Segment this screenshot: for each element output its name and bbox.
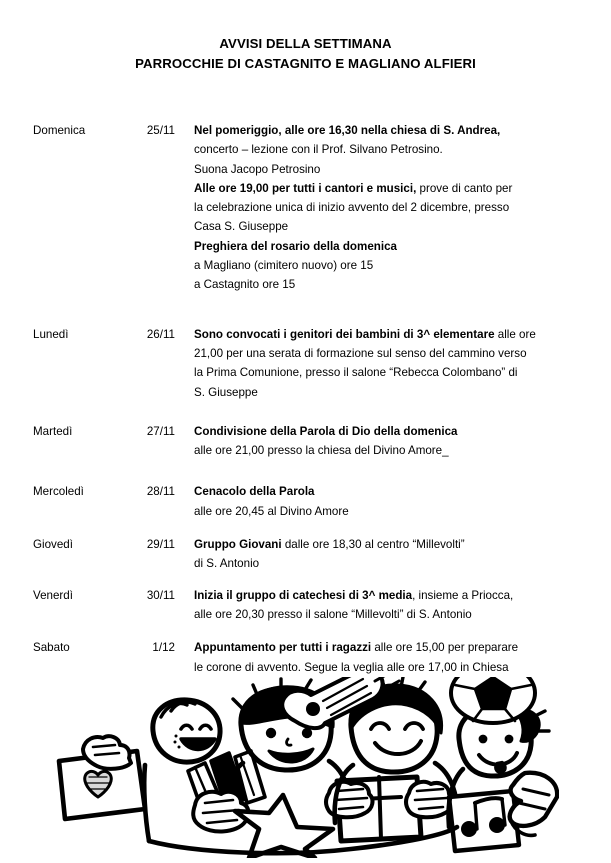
event-line-plain: dalle ore 18,30 al centro “Millevolti” bbox=[281, 538, 465, 552]
schedule-day-row bbox=[0, 422, 611, 461]
day-name: Mercoledì bbox=[33, 485, 84, 499]
event-line-bold: Alle ore 19,00 per tutti i cantori e musici, bbox=[194, 181, 417, 195]
event-line bbox=[194, 363, 583, 382]
day-name: Giovedì bbox=[33, 538, 73, 552]
day-date: 25/11 bbox=[146, 124, 175, 137]
document-header bbox=[0, 34, 611, 74]
day-events bbox=[194, 482, 611, 521]
event-line-plain: a Castagnito ore 15 bbox=[194, 278, 296, 292]
event-line-plain: Casa S. Giuseppe bbox=[194, 220, 289, 234]
event-line bbox=[194, 638, 583, 657]
event-line-plain: concerto – lezione con il Prof. Silvano Petrosino. bbox=[194, 143, 443, 157]
event-line-plain: a Magliano (cimitero nuovo) ore 15 bbox=[194, 259, 374, 273]
event-line-plain: le corone di avvento. Segue la veglia alle ore 17,00 in Chiesa bbox=[194, 660, 509, 674]
event-line-bold: Gruppo Giovani bbox=[194, 538, 282, 552]
page-title-line-2: PARROCCHIE DI CASTAGNITO E MAGLIANO ALFIERI bbox=[135, 56, 476, 71]
event-line bbox=[194, 237, 583, 256]
event-line bbox=[194, 383, 583, 402]
event-line-plain: S. Giuseppe bbox=[194, 385, 258, 399]
event-line bbox=[194, 325, 583, 344]
event-line bbox=[194, 441, 583, 460]
event-line-bold: Preghiera del rosario della domenica bbox=[194, 239, 397, 253]
day-date: 27/11 bbox=[146, 424, 175, 438]
event-line-plain: la Prima Comunione, presso il salone “Rebecca Colombano” di bbox=[194, 366, 518, 380]
day-name: Lunedì bbox=[33, 327, 69, 341]
event-line-plain: alle ore 15,00 per preparare bbox=[371, 641, 519, 655]
weekly-schedule-list bbox=[0, 121, 611, 677]
event-line-plain: alle ore bbox=[494, 327, 536, 341]
day-date: 26/11 bbox=[146, 327, 175, 341]
event-line bbox=[194, 179, 583, 198]
event-line-bold: Sono convocati i genitori dei bambini di 3^ elementare bbox=[194, 327, 495, 341]
day-date: 28/11 bbox=[146, 485, 175, 499]
event-line-plain: la celebrazione unica di inizio avvento del 2 dicembre, presso bbox=[194, 201, 510, 215]
children-illustration bbox=[45, 677, 559, 858]
day-name: Sabato bbox=[33, 641, 70, 655]
event-line-plain: alle ore 20,45 al Divino Amore bbox=[194, 504, 349, 518]
event-line bbox=[194, 160, 583, 179]
event-line-bold: Cenacolo della Parola bbox=[194, 485, 315, 499]
schedule-day-row bbox=[0, 482, 611, 521]
event-line bbox=[194, 482, 583, 501]
event-line-bold: Nel pomeriggio, alle ore 16,30 nella chiesa di S. Andrea, bbox=[194, 124, 501, 137]
day-events bbox=[194, 121, 611, 295]
event-line bbox=[194, 422, 583, 441]
day-name: Domenica bbox=[33, 124, 86, 137]
event-line bbox=[194, 535, 583, 554]
event-line bbox=[194, 275, 583, 294]
day-events bbox=[194, 325, 611, 402]
day-name: Martedì bbox=[33, 424, 73, 438]
event-line bbox=[194, 554, 583, 573]
event-line bbox=[194, 217, 583, 236]
event-line bbox=[194, 658, 583, 677]
event-line-plain: prove di canto per bbox=[416, 181, 513, 195]
day-events bbox=[194, 638, 611, 677]
children-illustration-graphic bbox=[45, 677, 559, 858]
event-line-bold: Appuntamento per tutti i ragazzi bbox=[194, 641, 372, 655]
day-date: 29/11 bbox=[146, 538, 175, 552]
day-events bbox=[194, 586, 611, 625]
event-line bbox=[194, 140, 583, 159]
page-title-line-1: AVVISI DELLA SETTIMANA bbox=[219, 36, 392, 51]
event-line-plain: alle ore 20,30 presso il salone “Millevolti” di S. Antonio bbox=[194, 607, 472, 621]
day-events bbox=[194, 535, 611, 574]
event-line bbox=[194, 198, 583, 217]
event-line-plain: di S. Antonio bbox=[194, 557, 260, 571]
schedule-day-row bbox=[0, 586, 611, 625]
day-name: Venerdì bbox=[33, 588, 73, 602]
schedule-day-row bbox=[0, 638, 611, 677]
event-line-plain: , insieme a Priocca, bbox=[412, 588, 514, 602]
event-line bbox=[194, 586, 583, 605]
event-line bbox=[194, 344, 583, 363]
event-line bbox=[194, 605, 583, 624]
event-line-plain: 21,00 per una serata di formazione sul senso del cammino verso bbox=[194, 346, 527, 360]
event-line-bold: Condivisione della Parola di Dio della domenica bbox=[194, 424, 458, 438]
schedule-day-row bbox=[0, 121, 611, 295]
day-date: 30/11 bbox=[146, 588, 175, 602]
event-line-bold: Inizia il gruppo di catechesi di 3^ media bbox=[194, 588, 413, 602]
event-line bbox=[194, 121, 583, 140]
event-line-plain: Suona Jacopo Petrosino bbox=[194, 162, 321, 176]
schedule-day-row bbox=[0, 535, 611, 574]
day-date: 1/12 bbox=[152, 641, 175, 655]
event-line-plain: alle ore 21,00 presso la chiesa del Divino Amore_ bbox=[194, 444, 449, 458]
event-line bbox=[194, 502, 583, 521]
schedule-day-row bbox=[0, 325, 611, 402]
day-events bbox=[194, 422, 611, 461]
event-line bbox=[194, 256, 583, 275]
